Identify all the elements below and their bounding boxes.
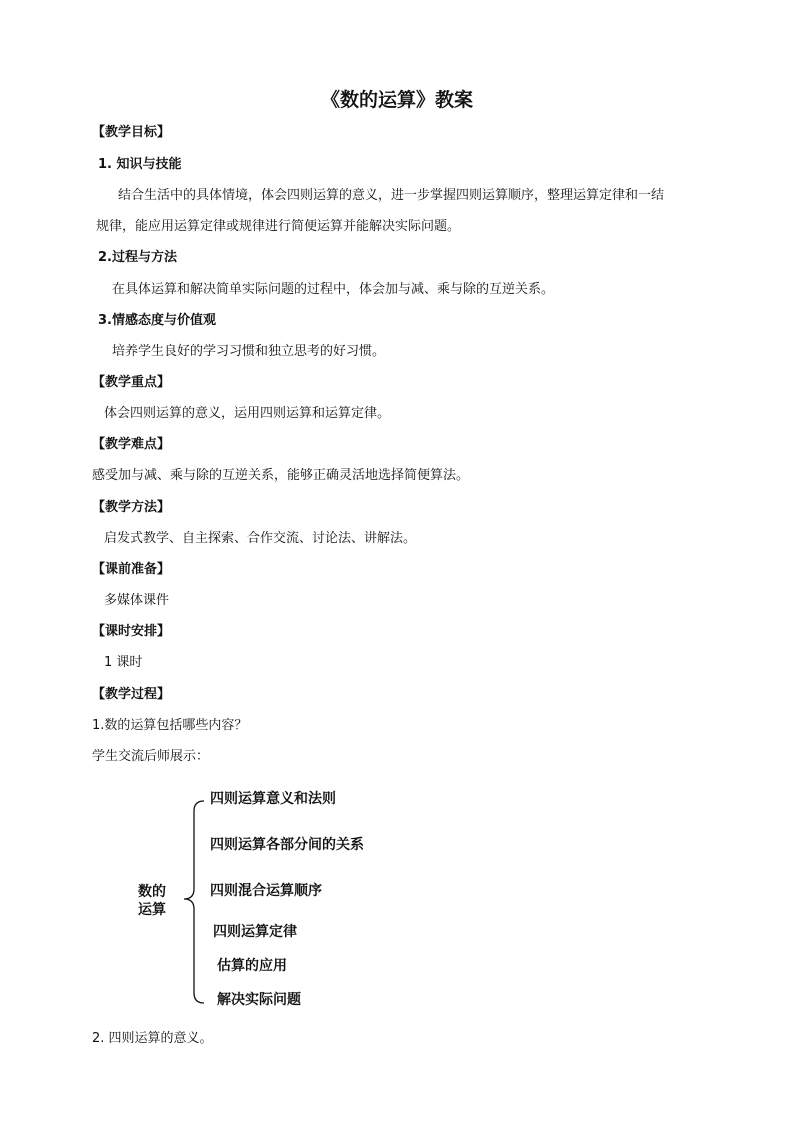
difficult-text: 感受加与减、乘与除的互逆关系，能够正确灵活地选择简便算法。 [92,468,470,483]
method-text: 启发式教学、自主探索、合作交流、讨论法、讲解法。 [104,531,417,546]
key-text: 体会四则运算的意义，运用四则运算和运算定律。 [104,406,391,421]
diagram-item: 四则运算各部分间的关系 [210,837,364,853]
prep-text: 多媒体课件 [104,593,170,608]
process-q1: 1.数的运算包括哪些内容？ [92,718,248,733]
diagram-root-line1: 数的 [138,884,166,900]
goals-sub3-heading: 3.情感态度与价值观 [98,313,216,328]
process-q2: 2. 四则运算的意义。 [92,1031,213,1046]
goals-heading: 【教学目标】 [92,125,171,140]
diagram-item: 四则运算意义和法则 [210,791,336,807]
diagram-item: 解决实际问题 [217,992,301,1008]
goals-sub1-heading: 1. 知识与技能 [98,157,182,172]
schedule-heading: 【课时安排】 [92,624,171,639]
method-heading: 【教学方法】 [92,500,171,515]
diagram-item: 四则混合运算顺序 [210,883,322,899]
page-title: 《数的运算》教案 [320,89,473,111]
goals-sub1-line2: 规律，能应用运算定律或规律进行简便运算并能解决实际问题。 [96,219,461,234]
goals-sub2-heading: 2.过程与方法 [98,250,177,265]
schedule-text: 1 课时 [104,655,143,670]
process-heading: 【教学过程】 [92,687,171,702]
prep-heading: 【课前准备】 [92,562,171,577]
key-heading: 【教学重点】 [92,375,171,390]
goals-sub3-line1: 培养学生良好的学习习惯和独立思考的好习惯。 [112,344,386,359]
brace-shape [160,795,216,1010]
difficult-heading: 【教学难点】 [92,437,171,452]
process-intro: 学生交流后师展示： [92,749,210,764]
diagram-item: 估算的应用 [217,958,287,974]
diagram-item: 四则运算定律 [213,924,297,940]
goals-sub2-line1: 在具体运算和解决简单实际问题的过程中，体会加与减、乘与除的互逆关系。 [112,282,555,297]
goals-sub1-line1: 结合生活中的具体情境，体会四则运算的意义，进一步掌握四则运算顺序，整理运算定律和一结 [118,188,665,203]
diagram-root-line2: 运算 [138,902,166,918]
